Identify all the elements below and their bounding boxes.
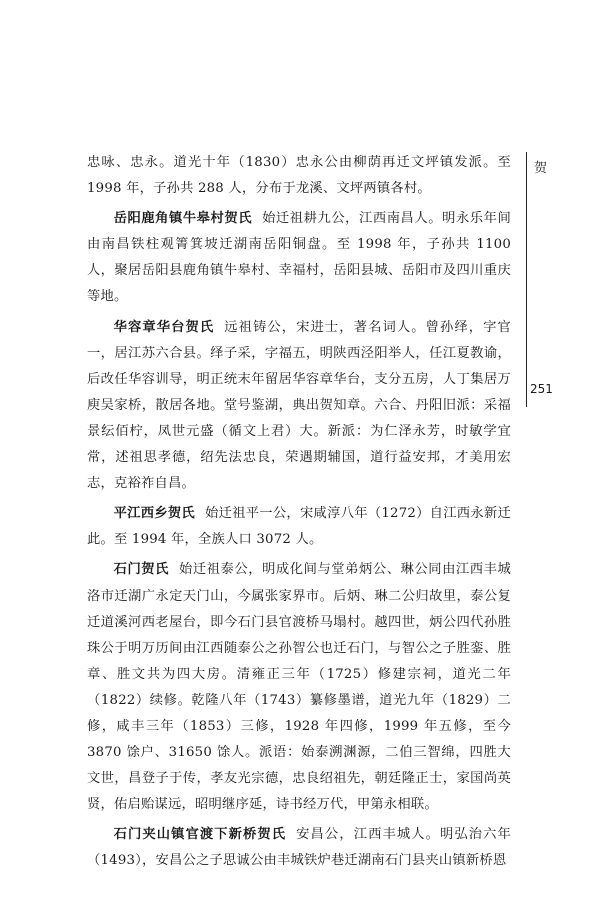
- entry-text: 始迁祖耕九公，江西南昌人。明永乐年间由南昌铁柱观箐箕坡迁湖南岳阳铜盘。至 1998 年，子孙共 1100 人，聚居岳阳县鹿角镇牛皋村、幸福村，岳阳县城、岳阳市及四川重庆等地。: [87, 211, 511, 305]
- margin-rule: [526, 152, 527, 407]
- entry-huarong-zhanghuatai: [87, 315, 511, 498]
- running-head-label: 贺: [534, 161, 548, 176]
- page-number: 251: [530, 382, 553, 396]
- entry-text: 远祖铸公，宋进士，著名词人。曾孙绎，字官一，居江苏六合县。绎子采，字福五，明陕西泾阳举人，任江夏教谕，后改任华容训导，明正统末年留居华容章华台，支分五房，人丁集居万庾吴家桥，散居各地。堂号鉴湖，典出贺知章。六合、丹阳旧派：采福景纭佰柠，凤世元盛（循文上君）大。新派：为仁泽永芳，时敏学宜常，述祖思孝德，绍先法忠良，荣遇期辅国，道行益安邦，才美用宏志，克裕祚自昌。: [87, 319, 511, 492]
- entry-text: 始迁祖泰公，明成化间与堂弟炳公、琳公同由江西丰城洛市迁湖广永定天门山，今属张家界市。后炳、琳二公归故里，泰公复迁道溪河西老屋台，即今石门县官渡桥马塌村。越四世，炳公四代孙胜珠公于明万历间由江西随泰公之孙智公也迁石门，与智公之子胜銮、胜章、胜文共为四大房。清雍正三年（1725）修建宗祠，道光二年（1822）续修。乾隆八年（1743）纂修墨谱，道光九年（1829）二修，咸丰三年（1853）三修，1928 年四修，1999 年五修，至今3870 馀户、31650 馀人。派语：始泰溯渊源，二伯三智绵，四胜大文世，昌登子于传，孝友光宗德，忠良绍祖先，朝廷隆正士，家国尚英贤，佑启贻谋远，昭明继序延，诗书经万代，甲第永相联。: [87, 562, 511, 813]
- entry-title: 华容章华台贺氏: [113, 319, 215, 335]
- entry-shimen: [87, 557, 511, 818]
- page-body: [87, 150, 511, 879]
- entry-text: 始迁祖平一公，宋咸淳八年（1272）自江西永新迁此。至 1994 年，全族人口 3072 人。: [87, 506, 512, 548]
- entry-title: 平江西乡贺氏: [113, 506, 196, 522]
- entry-title: 石门贺氏: [113, 562, 169, 578]
- entry-text: 安昌公，江西丰城人。明弘治六年（1493），安昌公之子思诚公由丰城铁炉巷迁湖南石门县夹山镇新桥恩: [87, 827, 512, 869]
- entry-title: 石门夹山镇官渡下新桥贺氏: [113, 827, 287, 843]
- paragraph-text: 忠咏、忠永。道光十年（1830）忠永公由柳荫再迁文坪镇发派。至1998 年，子孙共 288 人，分布于龙溪、文坪两镇各村。: [87, 155, 511, 197]
- entry-yueyang-niugao: [87, 206, 511, 310]
- entry-pingjiang-xixiang: [87, 501, 511, 553]
- paragraph-continuation: [87, 150, 511, 202]
- entry-title: 岳阳鹿角镇牛皋村贺氏: [113, 211, 253, 227]
- entry-shimen-jiashan: [87, 822, 511, 874]
